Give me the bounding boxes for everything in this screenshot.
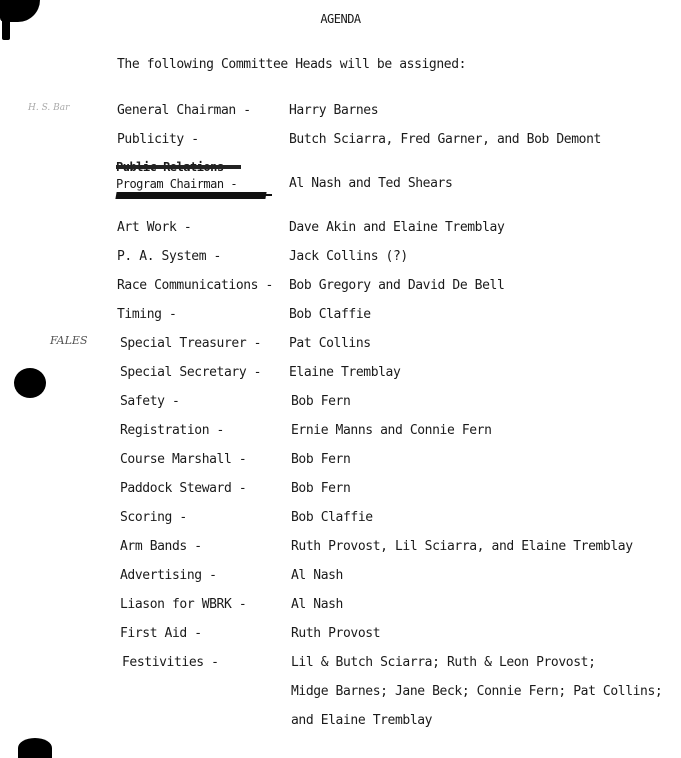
- committee-row: [0, 655, 681, 677]
- committee-row: [0, 597, 681, 619]
- festivities-continued: and Elaine Tremblay: [291, 713, 433, 728]
- committee-role: Publicity -: [117, 132, 199, 147]
- committee-names: Bob Gregory and David De Bell: [289, 278, 505, 293]
- committee-names: Harry Barnes: [289, 103, 379, 118]
- committee-role: P. A. System -: [117, 249, 221, 264]
- committee-row: [0, 568, 681, 590]
- margin-note-top: H. S. Bar: [28, 103, 70, 113]
- committee-role: Registration -: [120, 423, 224, 438]
- committee-names: Bob Fern: [291, 481, 351, 496]
- committee-role: Paddock Steward -: [120, 481, 247, 496]
- committee-names: Ernie Manns and Connie Fern: [291, 423, 492, 438]
- committee-row: [0, 249, 681, 271]
- committee-row: [0, 336, 681, 358]
- committee-role: Arm Bands -: [120, 539, 202, 554]
- committee-row: [0, 452, 681, 474]
- committee-row: [0, 103, 681, 125]
- committee-role: Art Work -: [117, 220, 192, 235]
- committee-row: [0, 626, 681, 648]
- committee-role: Special Secretary -: [120, 365, 262, 380]
- committee-names: Jack Collins (?): [289, 249, 408, 264]
- strikethrough-mark: [116, 165, 241, 169]
- committee-role: Advertising -: [120, 568, 217, 583]
- committee-row: [0, 481, 681, 503]
- document-title: AGENDA: [320, 12, 361, 26]
- corner-blot-bottom: [18, 738, 52, 758]
- committee-names: Ruth Provost: [291, 626, 381, 641]
- committee-names: Bob Fern: [291, 394, 351, 409]
- committee-role: Program Chairman -: [116, 177, 238, 191]
- committee-names: Al Nash and Ted Shears: [289, 176, 453, 191]
- committee-row: [0, 307, 681, 329]
- committee-row: [0, 394, 681, 416]
- committee-role: Festivities -: [122, 655, 219, 670]
- committee-role: First Aid -: [120, 626, 202, 641]
- committee-row: [0, 423, 681, 445]
- committee-names: Pat Collins: [289, 336, 371, 351]
- committee-role: Special Treasurer -: [120, 336, 262, 351]
- committee-role: Scoring -: [120, 510, 187, 525]
- committee-role: Liason for WBRK -: [120, 597, 247, 612]
- committee-role: Course Marshall -: [120, 452, 247, 467]
- committee-names: Dave Akin and Elaine Tremblay: [289, 220, 505, 235]
- committee-row: [0, 220, 681, 242]
- committee-row: [0, 176, 681, 198]
- committee-row: [0, 510, 681, 532]
- committee-names: Al Nash: [291, 568, 343, 583]
- committee-names: Lil & Butch Sciarra; Ruth & Leon Provost;: [291, 655, 596, 670]
- committee-names: Bob Claffie: [291, 510, 373, 525]
- committee-names: Bob Fern: [291, 452, 351, 467]
- intro-text: The following Committee Heads will be assigned:: [117, 57, 467, 72]
- committee-role: General Chairman -: [117, 103, 251, 118]
- committee-row: [0, 278, 681, 300]
- committee-row: [0, 365, 681, 387]
- committee-names: Bob Claffie: [289, 307, 371, 322]
- committee-role: Race Communications -: [117, 278, 273, 293]
- committee-names: Ruth Provost, Lil Sciarra, and Elaine Tremblay: [291, 539, 633, 554]
- committee-row: [0, 132, 681, 154]
- margin-note-treasurer: FALES: [50, 334, 88, 347]
- committee-names: Elaine Tremblay: [289, 365, 401, 380]
- committee-role: Safety -: [120, 394, 180, 409]
- committee-role: Timing -: [117, 307, 177, 322]
- committee-names: Al Nash: [291, 597, 343, 612]
- committee-names: Butch Sciarra, Fred Garner, and Bob Demont: [289, 132, 601, 147]
- festivities-continued: Midge Barnes; Jane Beck; Connie Fern; Pat Collins;: [291, 684, 663, 699]
- committee-row: [0, 539, 681, 561]
